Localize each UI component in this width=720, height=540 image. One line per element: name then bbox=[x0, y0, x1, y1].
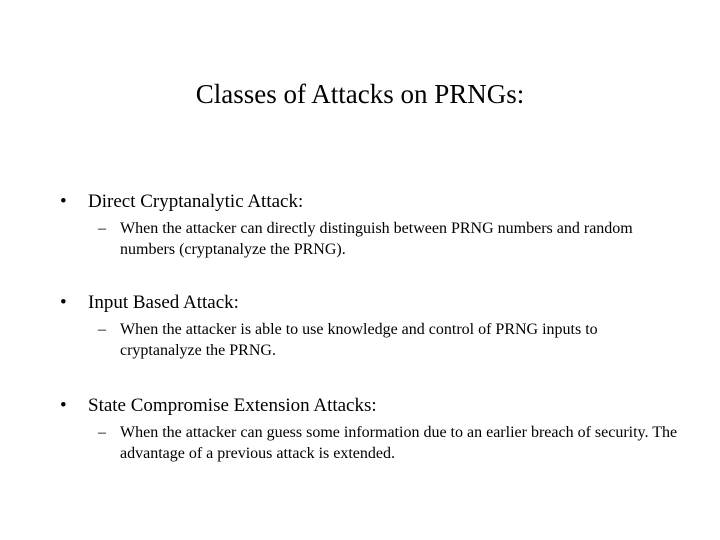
sub-bullet-line bbox=[98, 319, 680, 361]
bullet-icon: • bbox=[60, 292, 67, 313]
sub-bullet-text: When the attacker can guess some information due to an earlier breach of security. The advantage of a previous attack is extended. bbox=[120, 424, 678, 462]
dash-icon: – bbox=[98, 321, 106, 338]
bullet-heading: State Compromise Extension Attacks: bbox=[88, 395, 377, 416]
dash-icon: – bbox=[98, 424, 106, 441]
bullet-icon: • bbox=[60, 191, 67, 212]
bullet-main-line bbox=[60, 394, 680, 418]
bullet-item-state-compromise bbox=[60, 394, 680, 464]
slide-title: Classes of Attacks on PRNGs: bbox=[195, 79, 525, 109]
dash-icon: – bbox=[98, 220, 106, 237]
bullet-main-line bbox=[60, 190, 680, 214]
sub-bullet-line bbox=[98, 218, 680, 260]
bullet-main-line bbox=[60, 291, 680, 315]
bullet-item-input-based bbox=[60, 291, 680, 361]
bullet-heading: Input Based Attack: bbox=[88, 292, 239, 313]
sub-bullet-text: When the attacker can directly distinguish between PRNG numbers and random numbers (cryptanalyze the PRNG). bbox=[120, 220, 633, 258]
bullet-icon: • bbox=[60, 395, 67, 416]
sub-bullet-text: When the attacker is able to use knowledge and control of PRNG inputs to cryptanalyze the PRNG. bbox=[120, 321, 598, 359]
bullet-item-direct-cryptanalytic bbox=[60, 190, 680, 260]
sub-bullet-line bbox=[98, 422, 680, 464]
bullet-heading: Direct Cryptanalytic Attack: bbox=[88, 191, 304, 212]
